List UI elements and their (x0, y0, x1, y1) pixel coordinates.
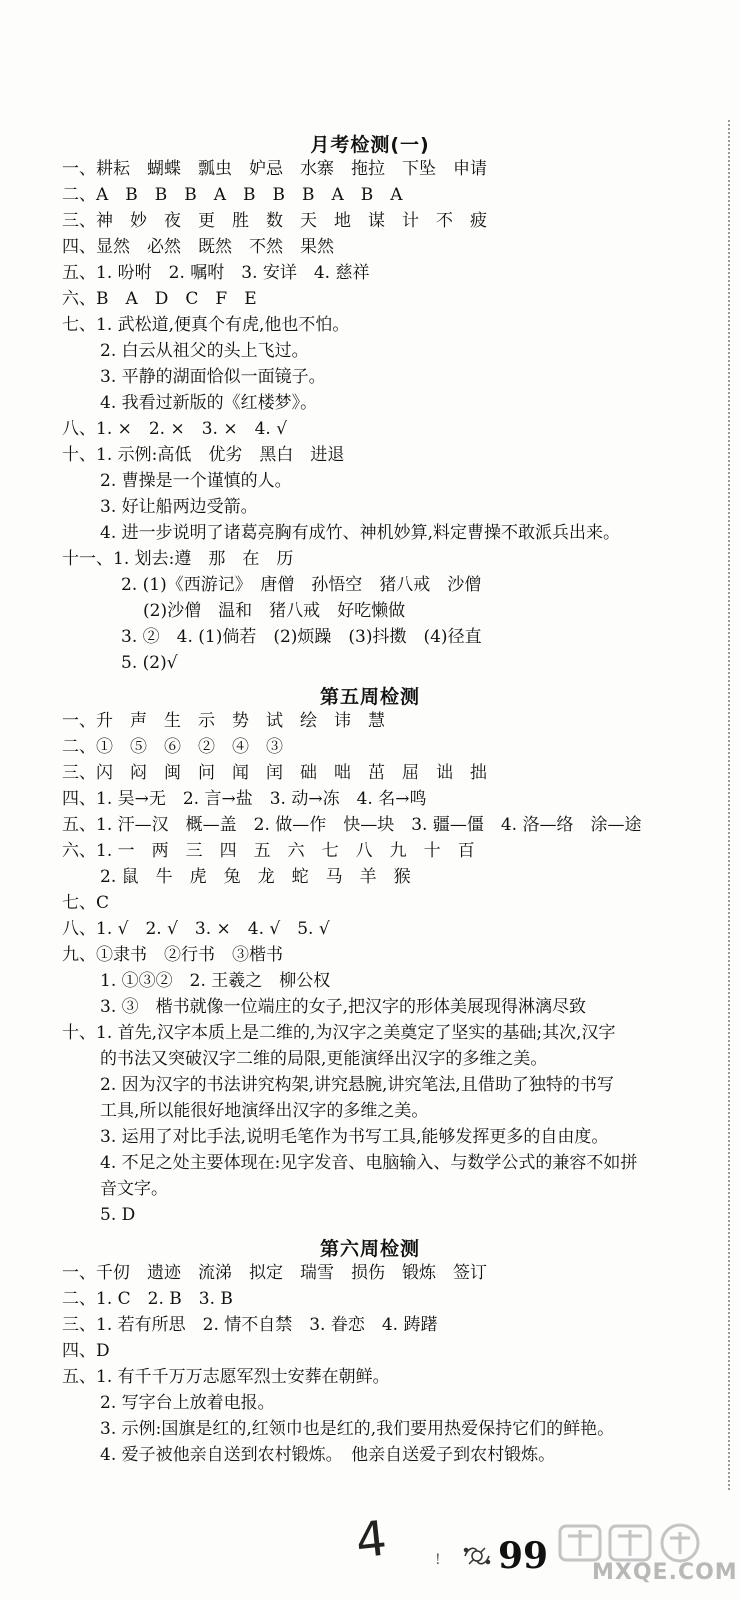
answer-line: 一、升 声 生 示 势 试 绘 讳 慧 (62, 711, 385, 731)
answer-line: 三、1. 若有所思 2. 情不自禁 3. 眷恋 4. 踌躇 (62, 1315, 438, 1335)
answer-line: 4. 我看过新版的《红楼梦》。 (100, 393, 318, 413)
answer-line: 六、1. 一 两 三 四 五 六 七 八 九 十 百 (62, 841, 475, 861)
watermark-url: MXQE.COM (592, 1560, 738, 1585)
answer-line: 二、A B B B A B B B A B A (62, 185, 403, 205)
handwritten-mark: 4 (353, 1510, 390, 1570)
answer-line: 2. (1)《西游记》 唐僧 孙悟空 猪八戒 沙僧 (121, 575, 482, 595)
answer-line: 4. 不足之处主要体现在:见字发音、电脑输入、与数学公式的兼容不如拼 (100, 1153, 638, 1173)
answer-line: 五、1. 吩咐 2. 嘱咐 3. 安详 4. 慈祥 (62, 263, 370, 283)
answer-line: 八、1. × 2. × 3. × 4. √ (62, 419, 288, 439)
answer-line: 四、D (62, 1341, 110, 1361)
answer-line: 2. 白云从祖父的头上飞过。 (100, 341, 309, 361)
answer-line: 二、1. C 2. B 3. B (62, 1289, 233, 1309)
answer-line: 五、1. 有千千万万志愿军烈士安葬在朝鲜。 (62, 1367, 390, 1387)
answer-line: 3. 示例:国旗是红的,红领巾也是红的,我们要用热爱保持它们的鲜艳。 (100, 1419, 615, 1439)
section-title-week-six: 第六周检测 (319, 1238, 420, 1260)
answer-line: 一、千仞 遗迹 流涕 拟定 瑞雪 损伤 锻炼 签订 (62, 1263, 487, 1283)
page-number: 99 (498, 1535, 549, 1577)
answer-line: 九、①隶书 ②行书 ③楷书 (62, 945, 283, 965)
answer-line: 三、神 妙 夜 更 胜 数 天 地 谋 计 不 疲 (62, 211, 487, 231)
answer-line: 十一、1. 划去:遵 那 在 历 (62, 549, 294, 569)
answer-line: 1. ①③② 2. 王羲之 柳公权 (100, 971, 331, 991)
answer-line: 七、C (62, 893, 110, 913)
answer-line: 四、显然 必然 既然 不然 果然 (62, 237, 334, 257)
answer-line: 3. 运用了对比手法,说明毛笔作为书写工具,能够发挥更多的自由度。 (100, 1127, 609, 1147)
answer-line: (2)沙僧 温和 猪八戒 好吃懒做 (143, 601, 406, 621)
answer-line: 音文字。 (100, 1179, 168, 1199)
answer-line: 的书法又突破汉字二维的局限,更能演绎出汉字的多维之美。 (100, 1049, 548, 1069)
answer-line: 三、闪 闷 闽 问 闻 闰 础 咄 茁 屈 诎 拙 (62, 763, 487, 783)
answer-line: 3. 好让船两边受箭。 (100, 497, 258, 517)
answer-line: 2. 写字台上放着电报。 (100, 1393, 275, 1413)
small-mark: ! (435, 1552, 441, 1568)
answer-line: 六、B A D C F E (62, 289, 257, 309)
answer-line: 十、1. 示例:高低 优劣 黑白 进退 (62, 445, 345, 465)
answer-line: 3. 平静的湖面恰似一面镜子。 (100, 367, 326, 387)
answer-line: 二、① ⑤ ⑥ ② ④ ③ (62, 737, 283, 757)
answer-line: 4. 爱子被他亲自送到农村锻炼。 他亲自送爱子到农村锻炼。 (100, 1445, 556, 1465)
answer-line: 2. 曹操是一个谨慎的人。 (100, 471, 292, 491)
answer-line: 十、1. 首先,汉字本质上是二维的,为汉字之美奠定了坚实的基础;其次,汉字 (62, 1023, 616, 1043)
answer-line: 3. ② 4. (1)倘若 (2)烦躁 (3)抖擞 (4)径直 (121, 627, 482, 647)
answer-line: 4. 进一步说明了诸葛亮胸有成竹、神机妙算,料定曹操不敢派兵出来。 (100, 523, 621, 543)
section-title-week-five: 第五周检测 (319, 686, 420, 708)
answer-line: 四、1. 吴→无 2. 言→盐 3. 动→冻 4. 名→鸣 (62, 789, 427, 809)
answer-line: 2. 鼠 牛 虎 兔 龙 蛇 马 羊 猴 (100, 867, 411, 887)
dotted-cut-line (728, 120, 730, 1490)
answer-line: 七、1. 武松道,便真个有虎,他也不怕。 (62, 315, 350, 335)
answer-line: 五、1. 汗—汉 概—盖 2. 做—作 快—块 3. 疆—僵 4. 洛—络 涂—途 (62, 815, 642, 835)
answer-line: 3. ③ 楷书就像一位端庄的女子,把汉字的形体美展现得淋漓尽致 (100, 997, 587, 1017)
answer-line: 八、1. √ 2. √ 3. × 4. √ 5. √ (62, 919, 330, 939)
answer-line: 5. (2)√ (121, 653, 178, 673)
answer-line: 一、耕耘 蝴蝶 瓢虫 妒忌 水寨 拖拉 下坠 申请 (62, 159, 487, 179)
answer-line: 工具,所以能很好地演绎出汉字的多维之美。 (100, 1101, 429, 1121)
answer-line: 2. 因为汉字的书法讲究构架,讲究悬腕,讲究笔法,且借助了独特的书写 (100, 1075, 614, 1095)
flourish-icon (460, 1542, 494, 1570)
section-title-monthly-test: 月考检测(一) (310, 134, 430, 156)
answer-line: 5. D (100, 1205, 136, 1225)
